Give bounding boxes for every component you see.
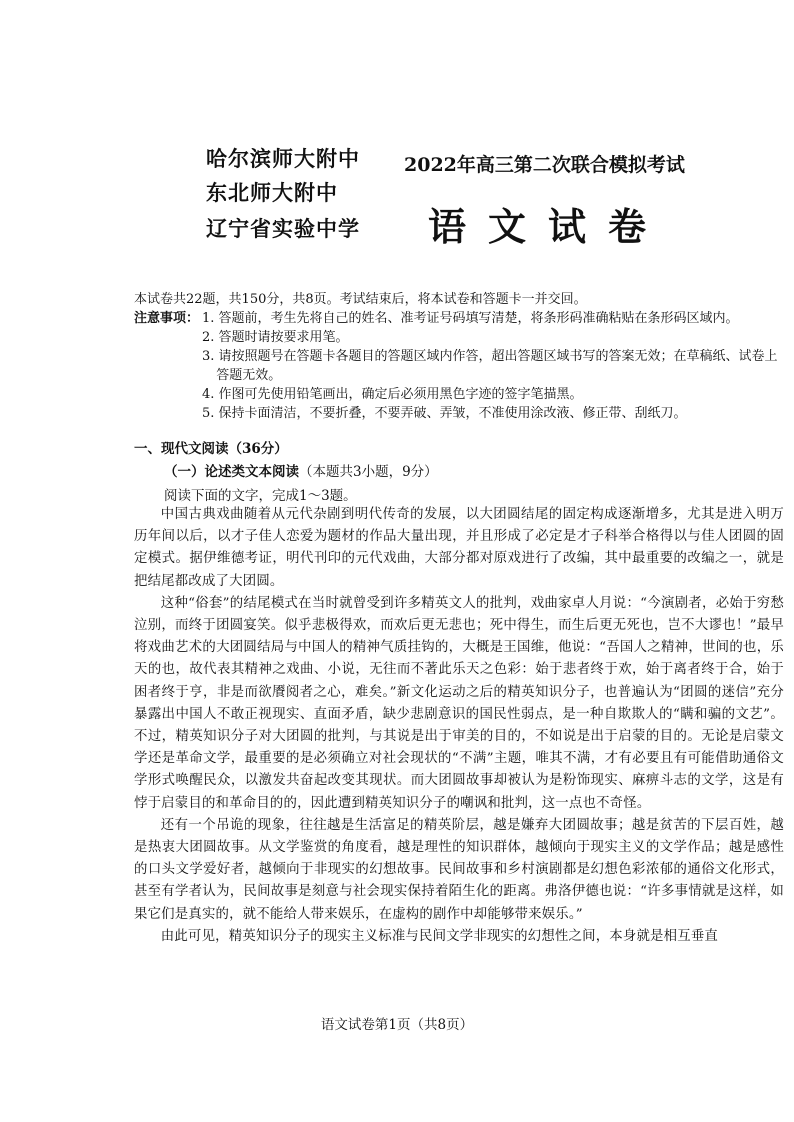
school-name-1: 哈尔滨师大附中 [206, 146, 360, 171]
exam-intro: 本试卷共22题，共150分，共8页。考试结束后，将本试卷和答题卡一并交回。 [134, 292, 587, 307]
subsection-heading [164, 460, 438, 480]
notes-list [202, 309, 782, 423]
passage-paragraph: 这种“俗套”的结尾模式在当时就曾受到许多精英文人的批判，戏曲家卓人月说：“今演剧者，必始于穷愁泣别，而终于团圆宴笑。似乎悲极得欢，而欢后更无悲也；死中得生，而生后更无死也，岂不大谬也！”最早将戏曲艺术的大团圆结局与中国人的精神气质挂钩的，大概是王国维，他说：“吾国人之精神，世间的也，乐天的也，故代表其精神之戏曲、小说，无往而不著此乐天之色彩：始于悲者终于欢，始于离者终于合，始于困者终于亨，非是而欲餍阅者之心，难矣。”新文化运动之后的精英知识分子，也普遍认为“团圆的迷信”充分暴露出中国人不敢正视现实、直面矛盾，缺少悲剧意识的国民性弱点，是一种自欺欺人的“瞒和骗的文艺”。不过，精英知识分子对大团圆的批判，与其说是出于审美的目的，不如说是出于启蒙的目的。无论是启蒙文学还是革命文学，最重要的是必须确立对社会现状的“不满”主题，唯其不满，才有必要且有可能借助通俗文学形式唤醒民众，以激发共奋起改变其现状。而大团圆故事却被认为是粉饰现实、麻痹斗志的文学，这是有悖于启蒙目的和革命目的的，因此遭到精英知识分子的嘲讽和批判，这一点也不奇怪。 [134, 595, 784, 811]
passage-paragraph: 中国古典戏曲随着从元代杂剧到明代传奇的发展，以大团圆结尾的固定构成逐渐增多，尤其是进入明万历年间以后，以才子佳人恋爱为题材的作品大量出现，并且形成了必定是才子科举合格得以与佳人团圆的固定模式。据伊维德考证，明代刊印的元代戏曲，大部分都对原戏进行了改编，其中最重要的改编之一，就是把结尾都改成了大团圆。 [134, 507, 784, 589]
subsection-note: （本题共3小题，9分） [299, 464, 438, 480]
note-item: 3. 请按照题号在答题卡各题目的答题区域内作答，超出答题区域书写的答案无效；在草稿纸、试卷上答题无效。 [202, 349, 778, 383]
note-item: 1. 答题前，考生先将自己的姓名、准考证号码填写清楚，将条形码准确粘贴在条形码区域内。 [202, 311, 739, 326]
paper-title: 语文试卷 [428, 204, 669, 249]
subsection-title: （一）论述类文本阅读 [164, 464, 299, 480]
note-item: 4. 作图可先使用铅笔画出，确定后必须用黑色字迹的签字笔描黑。 [202, 387, 583, 402]
section-title: 一、现代文阅读（36分） [134, 441, 288, 457]
passage-paragraph: 还有一个吊诡的现象，往往越是生活富足的精英阶层，越是嫌弃大团圆故事；越是贫苦的下层百姓，越是热衷大团圆故事。从文学鉴赏的角度看，越是理性的知识群体，越倾向于现实主义的文学作品；越是感性的口头文学爱好者，越倾向于非现实的幻想故事。民间故事和乡村演剧都是幻想色彩浓郁的通俗文化形式，甚至有学者认为，民间故事是刻意与社会现实保持着陌生化的距离。弗洛伊德也说：“许多事情就是这样，如果它们是真实的，就不能给人带来娱乐，在虚构的剧作中却能够带来娱乐。” [134, 817, 784, 922]
passage-paragraph: 由此可见，精英知识分子的现实主义标准与民间文学非现实的幻想性之间，本身就是相互垂直 [160, 928, 719, 944]
reading-instruction: 阅读下面的文字，完成1～3题。 [164, 488, 357, 504]
exam-title: 2022年高三第二次联合模拟考试 [404, 154, 685, 176]
notes-label: 注意事项： [134, 311, 200, 326]
school-name-2: 东北师大附中 [206, 180, 338, 205]
page-footer: 语文试卷第1页（共8页） [320, 1017, 474, 1033]
note-item: 2. 答题时请按要求用笔。 [202, 330, 349, 345]
school-name-3: 辽宁省实验中学 [206, 216, 360, 241]
note-item: 5. 保持卡面清洁，不要折叠，不要弄破、弄皱，不准使用涂改液、修正带、刮纸刀。 [202, 406, 687, 421]
passage [134, 504, 784, 1010]
